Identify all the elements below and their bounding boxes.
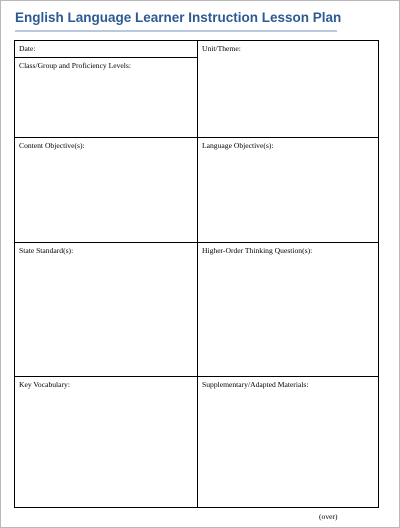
supplementary-materials-label: Supplementary/Adapted Materials: [202, 380, 309, 389]
higher-order-questions-label: Higher-Order Thinking Question(s): [202, 246, 313, 255]
higher-order-questions-field[interactable] [198, 243, 378, 377]
class-group-field[interactable] [15, 58, 198, 138]
title-underline [15, 30, 337, 32]
unit-theme-label: Unit/Theme: [202, 44, 241, 53]
language-objectives-field[interactable] [198, 138, 378, 243]
class-group-label: Class/Group and Proficiency Levels: [19, 61, 131, 70]
over-note: (over) [319, 512, 338, 521]
key-vocabulary-label: Key Vocabulary: [19, 380, 70, 389]
supplementary-materials-field[interactable] [198, 377, 378, 507]
date-label: Date: [19, 44, 36, 53]
content-objectives-label: Content Objective(s): [19, 141, 85, 150]
content-objectives-field[interactable] [15, 138, 198, 243]
state-standards-field[interactable] [15, 243, 198, 377]
unit-theme-field[interactable] [198, 41, 378, 138]
lesson-plan-form [14, 40, 379, 508]
language-objectives-label: Language Objective(s): [202, 141, 274, 150]
key-vocabulary-field[interactable] [15, 377, 198, 507]
state-standards-label: State Standard(s): [19, 246, 74, 255]
date-field[interactable] [15, 41, 198, 58]
page-title: English Language Learner Instruction Lesson Plan [15, 10, 342, 25]
